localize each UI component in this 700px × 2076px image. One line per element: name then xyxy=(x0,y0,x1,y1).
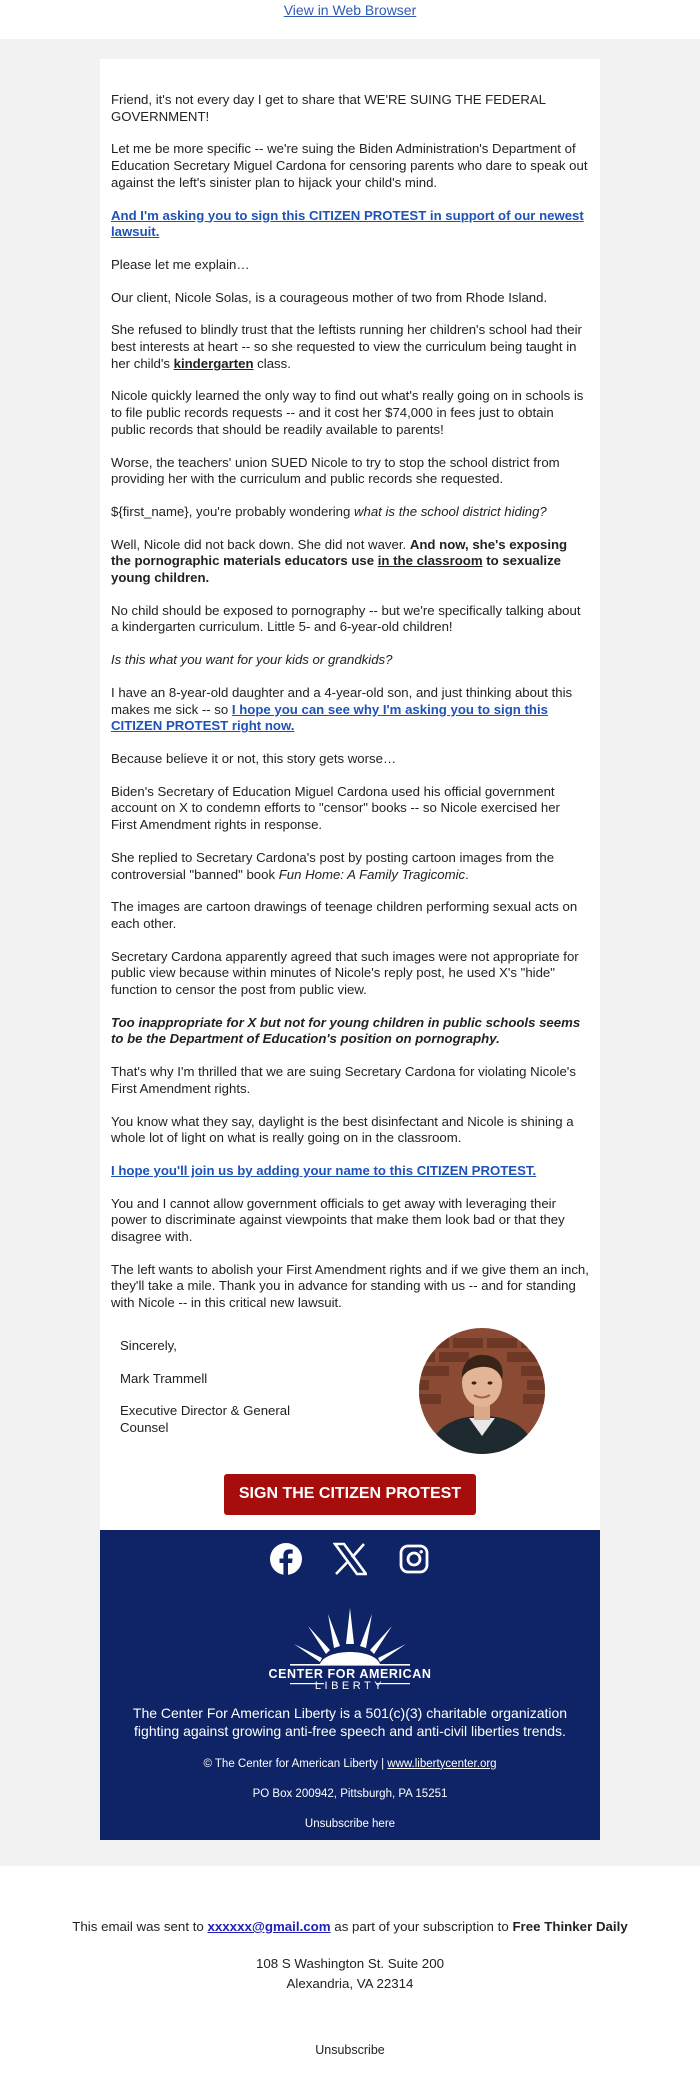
paragraph: Worse, the teachers' union SUED Nicole to try to stop the school district from providing her with the curriculum and public records she requested. xyxy=(111,454,560,487)
paragraph xyxy=(111,1015,589,1048)
paragraph xyxy=(111,652,589,669)
paragraph: Our client, Nicole Solas, is a courageous mother of two from Rhode Island. xyxy=(111,289,548,305)
avatar xyxy=(419,1328,545,1454)
signature-block xyxy=(111,1328,589,1474)
subscription-notice xyxy=(0,1919,700,1934)
sign-citizen-protest-button[interactable]: SIGN THE CITIZEN PROTEST xyxy=(224,1474,476,1515)
paragraph xyxy=(111,685,589,735)
bottom-section xyxy=(0,1866,700,2076)
text-span: I have an 8-year-old daughter and a 4-year-old son, and just thinking about this makes me sick -- so xyxy=(111,684,573,717)
text-span: This email was sent to xyxy=(72,1919,208,1934)
paragraph: Secretary Cardona apparently agreed that such images were not appropriate for public view because within minutes of Nicole's reply post, he used X's "hide" function to censor the post from public view. xyxy=(111,948,579,998)
facebook-icon[interactable] xyxy=(269,1542,303,1586)
join-protest-link[interactable]: I hope you'll join us by adding your name to this CITIZEN PROTEST. xyxy=(111,1162,537,1178)
footer-unsubscribe-link[interactable]: Unsubscribe here xyxy=(304,1817,396,1830)
paragraph: Because believe it or not, this story gets worse… xyxy=(111,750,397,766)
bold-text: And now, she's exposing the pornographic materials educators use xyxy=(111,536,568,569)
bold-text: to sexualize young children. xyxy=(111,553,562,586)
social-links xyxy=(124,1542,576,1586)
paragraph: Friend, it's not every day I get to share that WE'RE SUING THE FEDERAL GOVERNMENT! xyxy=(111,92,546,124)
paragraph xyxy=(111,537,589,587)
org-logo xyxy=(124,1608,576,1700)
paragraph: Nicole quickly learned the only way to find out what's really going on in schools is to file public records requests -- and it cost her $74,000 in fees just to obtain public records that should be readily available to parents! xyxy=(111,388,584,437)
logo-line-1: CENTER FOR AMERICAN xyxy=(268,1666,432,1681)
paragraph xyxy=(111,1163,589,1180)
website-link[interactable]: www.libertycenter.org xyxy=(387,1757,497,1770)
instagram-icon[interactable] xyxy=(397,1542,431,1586)
signer-name: Mark Trammell xyxy=(120,1370,208,1386)
x-icon[interactable] xyxy=(333,1542,367,1586)
text-span: . xyxy=(465,866,469,882)
italic-text: what is the school district hiding? xyxy=(353,503,547,519)
paragraph: You and I cannot allow government officials to get away with leveraging their power to discriminate against viewpoints that make them look bad or that they disagree with. xyxy=(111,1195,565,1245)
text-span: ${first_name}, you're probably wondering xyxy=(111,503,354,519)
address-line: 108 S Washington St. Suite 200 xyxy=(255,1956,444,1971)
copyright-text: © The Center for American Liberty | xyxy=(203,1757,388,1770)
paragraph: The left wants to abolish your First Amendment rights and if we give them an inch, they'll take a mile. Thank you in advance for standing with us -- and for standing with Nicole -- in this critical new lawsuit. xyxy=(111,1261,589,1311)
mailing-address xyxy=(0,1954,700,1994)
italic-text: Is this what you want for your kids or grandkids? xyxy=(111,652,393,668)
paragraph xyxy=(111,322,589,372)
subscription-name: Free Thinker Daily xyxy=(512,1919,628,1934)
sign-protest-link[interactable]: And I'm asking you to sign this CITIZEN PROTEST in support of our newest lawsuit. xyxy=(111,207,584,240)
signer-title: Executive Director & General Counsel xyxy=(120,1403,291,1435)
paragraph: Let me be more specific -- we're suing the Biden Administration's Department of Education Secretary Miguel Cardona for censoring parents who dare to speak out against the left's sinister plan to hijack your child's mind. xyxy=(111,141,588,190)
paragraph xyxy=(111,208,589,241)
copyright-line xyxy=(124,1758,576,1770)
book-title: Fun Home: A Family Tragicomic xyxy=(278,866,466,882)
sunburst-logo-icon xyxy=(250,1608,450,1700)
text-span: as part of your subscription to xyxy=(330,1919,513,1934)
paragraph xyxy=(111,850,589,883)
top-bar xyxy=(0,0,700,39)
recipient-email-link[interactable]: xxxxxx@gmail.com xyxy=(207,1919,331,1934)
org-description: The Center For American Liberty is a 501(c)(3) charitable organization fighting against growing anti-free speech and anti-civil liberties trends. xyxy=(132,1704,568,1739)
footer xyxy=(100,1530,600,1840)
paragraph: Biden's Secretary of Education Miguel Cardona used his official government account on X to condemn efforts to "censor" books -- so Nicole exercised her First Amendment rights in response. xyxy=(111,783,560,833)
text-span: She refused to blindly trust that the leftists running her children's school had their best interests at heart -- so she requested to view the curriculum being taught in her child's xyxy=(111,322,582,371)
paragraph: No child should be exposed to pornography -- but we're specifically talking about a kindergarten curriculum. Little 5- and 6-year-old children! xyxy=(111,602,581,635)
paragraph: The images are cartoon drawings of teenage children performing sexual acts on each other. xyxy=(111,899,578,931)
view-in-browser-link[interactable]: View in Web Browser xyxy=(283,2,417,18)
closing: Sincerely, xyxy=(120,1337,177,1353)
logo-line-2: LIBERTY xyxy=(314,1679,386,1692)
paragraph: Please let me explain… xyxy=(111,256,250,272)
cta-container xyxy=(111,1474,589,1530)
emphasis-text: kindergarten xyxy=(173,355,254,371)
unsubscribe-link[interactable]: Unsubscribe xyxy=(315,2043,385,2057)
bold-italic-text: Too inappropriate for X but not for young children in public schools seems to be the Department of Education's position on pornography. xyxy=(111,1014,581,1047)
sign-protest-link[interactable]: I hope you can see why I'm asking you to sign this CITIZEN PROTEST right now. xyxy=(111,701,548,734)
text-span: class. xyxy=(253,355,291,371)
text-span: Well, Nicole did not back down. She did not waver. xyxy=(111,536,410,552)
text-span: She replied to Secretary Cardona's post by posting cartoon images from the controversial "banned" book xyxy=(111,849,555,882)
portrait-photo xyxy=(419,1328,545,1454)
po-box: PO Box 200942, Pittsburgh, PA 15251 xyxy=(252,1787,448,1800)
email-card xyxy=(100,59,600,1840)
paragraph: You know what they say, daylight is the best disinfectant and Nicole is shining a whole lot of light on what is really going on in the classroom. xyxy=(111,1113,574,1146)
emphasis-text: in the classroom xyxy=(377,553,483,569)
paragraph xyxy=(111,504,589,521)
address-line: Alexandria, VA 22314 xyxy=(286,1976,414,1991)
paragraph: That's why I'm thrilled that we are suing Secretary Cardona for violating Nicole's First Amendment rights. xyxy=(111,1064,576,1096)
